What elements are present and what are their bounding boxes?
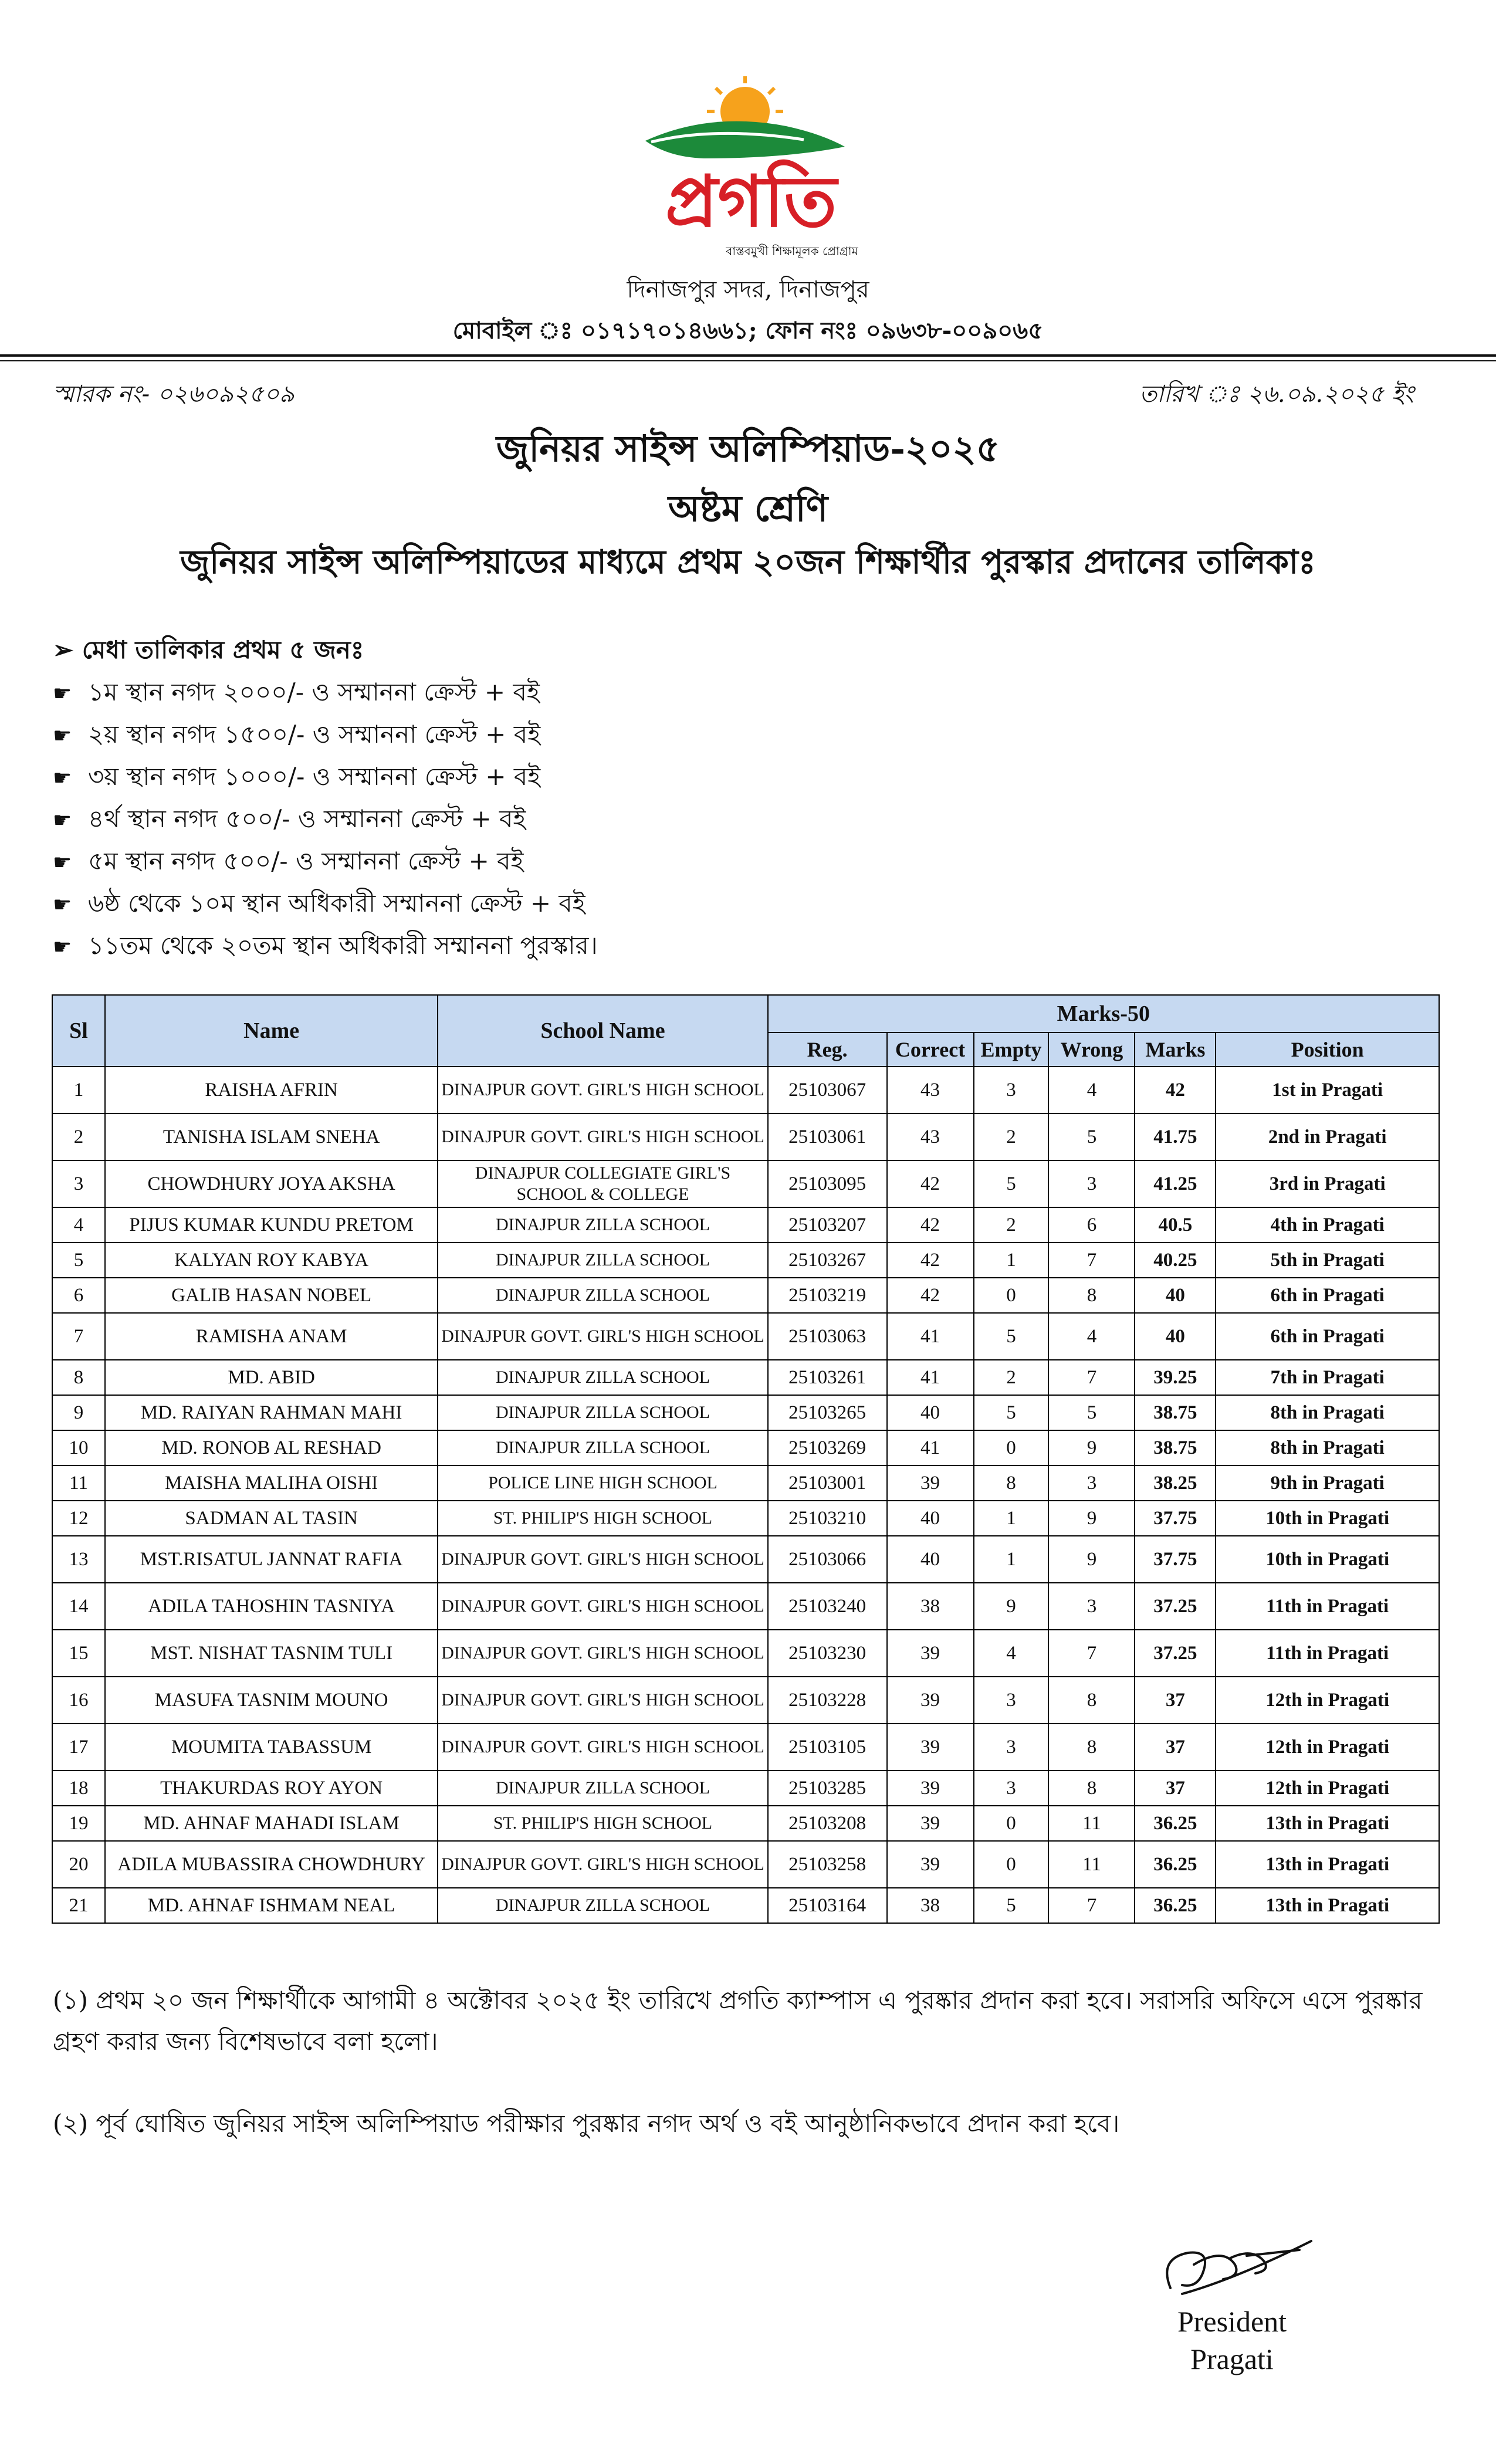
table-row <box>52 1360 1439 1395</box>
cell-school: DINAJPUR ZILLA SCHOOL <box>438 1430 767 1465</box>
cell-empty: 2 <box>974 1113 1049 1160</box>
document-date: তারিখ ঃ ২৬.০৯.২০২৫ ইং <box>1139 381 1414 408</box>
cell-correct: 39 <box>887 1630 974 1677</box>
cell-school: POLICE LINE HIGH SCHOOL <box>438 1465 767 1501</box>
cell-reg: 25103061 <box>768 1113 887 1160</box>
cell-marks: 36.25 <box>1135 1841 1216 1888</box>
cell-correct: 40 <box>887 1501 974 1536</box>
cell-position: 12th in Pragati <box>1216 1677 1439 1724</box>
cell-reg: 25103095 <box>768 1160 887 1207</box>
table-row <box>52 1771 1439 1806</box>
cell-marks: 41.25 <box>1135 1160 1216 1207</box>
pointing-hand-icon: ☛ <box>53 935 72 959</box>
cell-empty: 3 <box>974 1724 1049 1771</box>
cell-marks: 40.5 <box>1135 1207 1216 1243</box>
cell-correct: 41 <box>887 1360 974 1395</box>
cell-marks: 37 <box>1135 1771 1216 1806</box>
header-empty: Empty <box>974 1033 1049 1067</box>
cell-school: DINAJPUR ZILLA SCHOOL <box>438 1243 767 1278</box>
cell-reg: 25103001 <box>768 1465 887 1501</box>
cell-name: PIJUS KUMAR KUNDU PRETOM <box>105 1207 438 1243</box>
cell-sl: 12 <box>52 1501 105 1536</box>
cell-name: MAISHA MALIHA OISHI <box>105 1465 438 1501</box>
cell-marks: 41.75 <box>1135 1113 1216 1160</box>
cell-sl: 6 <box>52 1278 105 1313</box>
pointing-hand-icon: ☛ <box>53 808 72 832</box>
cell-reg: 25103164 <box>768 1888 887 1923</box>
cell-correct: 42 <box>887 1243 974 1278</box>
cell-wrong: 8 <box>1048 1677 1135 1724</box>
cell-marks: 40 <box>1135 1278 1216 1313</box>
table-row <box>52 1207 1439 1243</box>
cell-position: 13th in Pragati <box>1216 1841 1439 1888</box>
cell-correct: 43 <box>887 1113 974 1160</box>
table-row <box>52 1501 1439 1536</box>
cell-position: 5th in Pragati <box>1216 1243 1439 1278</box>
cell-correct: 41 <box>887 1313 974 1360</box>
cell-sl: 18 <box>52 1771 105 1806</box>
cell-empty: 1 <box>974 1536 1049 1583</box>
cell-position: 2nd in Pragati <box>1216 1113 1439 1160</box>
cell-wrong: 4 <box>1048 1067 1135 1113</box>
cell-correct: 40 <box>887 1395 974 1430</box>
prize-item: ☛ ১১তম থেকে ২০তম স্থান অধিকারী সম্মাননা পুরস্কার। <box>53 925 598 967</box>
table-row <box>52 1630 1439 1677</box>
cell-wrong: 3 <box>1048 1465 1135 1501</box>
cell-empty: 8 <box>974 1465 1049 1501</box>
cell-sl: 21 <box>52 1888 105 1923</box>
cell-school: ST. PHILIP'S HIGH SCHOOL <box>438 1806 767 1841</box>
cell-position: 10th in Pragati <box>1216 1501 1439 1536</box>
table-row <box>52 1243 1439 1278</box>
cell-sl: 20 <box>52 1841 105 1888</box>
cell-name: TANISHA ISLAM SNEHA <box>105 1113 438 1160</box>
cell-name: RAMISHA ANAM <box>105 1313 438 1360</box>
cell-correct: 41 <box>887 1430 974 1465</box>
cell-empty: 3 <box>974 1677 1049 1724</box>
cell-correct: 42 <box>887 1160 974 1207</box>
cell-wrong: 3 <box>1048 1160 1135 1207</box>
arrow-bullet-icon: ➢ <box>53 635 82 664</box>
cell-wrong: 7 <box>1048 1630 1135 1677</box>
cell-school: DINAJPUR GOVT. GIRL'S HIGH SCHOOL <box>438 1313 767 1360</box>
cell-correct: 42 <box>887 1278 974 1313</box>
table-row <box>52 1395 1439 1430</box>
table-row <box>52 1278 1439 1313</box>
cell-school: DINAJPUR ZILLA SCHOOL <box>438 1207 767 1243</box>
cell-reg: 25103063 <box>768 1313 887 1360</box>
cell-correct: 39 <box>887 1806 974 1841</box>
cell-correct: 38 <box>887 1583 974 1630</box>
pragati-logo <box>610 70 886 264</box>
cell-wrong: 4 <box>1048 1313 1135 1360</box>
cell-marks: 37.25 <box>1135 1630 1216 1677</box>
table-row <box>52 1313 1439 1360</box>
cell-reg: 25103207 <box>768 1207 887 1243</box>
cell-correct: 39 <box>887 1841 974 1888</box>
cell-school: DINAJPUR GOVT. GIRL'S HIGH SCHOOL <box>438 1677 767 1724</box>
header-divider <box>0 354 1496 357</box>
prize-item: ☛ ৬ষ্ঠ থেকে ১০ম স্থান অধিকারী সম্মাননা ক্রেস্ট + বই <box>53 883 598 925</box>
pointing-hand-icon: ☛ <box>53 682 72 706</box>
cell-name: SADMAN AL TASIN <box>105 1501 438 1536</box>
note-award-date: (১) প্রথম ২০ জন শিক্ষার্থীকে আগামী ৪ অক্টোবর ২০২৫ ইং তারিখে প্রগতি ক্যাম্পাস এ পুরষ্কার প্রদান করা হবে। সরাসরি অফিসে এসে পুরষ্কার গ্রহণ করার জন্য বিশেষভাবে বলা হলো। <box>53 1986 1423 2056</box>
cell-sl: 7 <box>52 1313 105 1360</box>
cell-sl: 16 <box>52 1677 105 1724</box>
cell-reg: 25103208 <box>768 1806 887 1841</box>
cell-sl: 19 <box>52 1806 105 1841</box>
results-table <box>52 994 1440 1924</box>
cell-wrong: 8 <box>1048 1724 1135 1771</box>
cell-empty: 1 <box>974 1501 1049 1536</box>
cell-position: 9th in Pragati <box>1216 1465 1439 1501</box>
cell-wrong: 9 <box>1048 1501 1135 1536</box>
cell-empty: 1 <box>974 1243 1049 1278</box>
cell-empty: 3 <box>974 1771 1049 1806</box>
cell-wrong: 11 <box>1048 1841 1135 1888</box>
cell-sl: 14 <box>52 1583 105 1630</box>
cell-school: DINAJPUR GOVT. GIRL'S HIGH SCHOOL <box>438 1630 767 1677</box>
class-title: অষ্টম শ্রেণি <box>668 487 828 530</box>
cell-reg: 25103258 <box>768 1841 887 1888</box>
cell-name: THAKURDAS ROY AYON <box>105 1771 438 1806</box>
logo-wordmark: প্রগতি <box>665 161 837 243</box>
cell-sl: 1 <box>52 1067 105 1113</box>
cell-empty: 2 <box>974 1360 1049 1395</box>
cell-empty: 0 <box>974 1806 1049 1841</box>
cell-empty: 0 <box>974 1278 1049 1313</box>
cell-wrong: 9 <box>1048 1430 1135 1465</box>
president-signature <box>1147 2223 1323 2311</box>
header-position: Position <box>1216 1033 1439 1067</box>
cell-name: MST.RISATUL JANNAT RAFIA <box>105 1536 438 1583</box>
cell-wrong: 11 <box>1048 1806 1135 1841</box>
cell-position: 1st in Pragati <box>1216 1067 1439 1113</box>
cell-school: DINAJPUR ZILLA SCHOOL <box>438 1395 767 1430</box>
cell-empty: 9 <box>974 1583 1049 1630</box>
cell-position: 7th in Pragati <box>1216 1360 1439 1395</box>
cell-marks: 37.75 <box>1135 1536 1216 1583</box>
cell-sl: 9 <box>52 1395 105 1430</box>
cell-wrong: 7 <box>1048 1888 1135 1923</box>
cell-marks: 36.25 <box>1135 1806 1216 1841</box>
cell-wrong: 8 <box>1048 1771 1135 1806</box>
cell-name: ADILA MUBASSIRA CHOWDHURY <box>105 1841 438 1888</box>
cell-correct: 43 <box>887 1067 974 1113</box>
cell-wrong: 3 <box>1048 1583 1135 1630</box>
cell-reg: 25103269 <box>768 1430 887 1465</box>
cell-marks: 40.25 <box>1135 1243 1216 1278</box>
cell-sl: 2 <box>52 1113 105 1160</box>
cell-correct: 40 <box>887 1536 974 1583</box>
table-row <box>52 1583 1439 1630</box>
cell-marks: 37.75 <box>1135 1501 1216 1536</box>
pointing-hand-icon: ☛ <box>53 851 72 875</box>
cell-school: DINAJPUR GOVT. GIRL'S HIGH SCHOOL <box>438 1841 767 1888</box>
cell-name: MD. RAIYAN RAHMAN MAHI <box>105 1395 438 1430</box>
header-reg: Reg. <box>768 1033 887 1067</box>
cell-empty: 3 <box>974 1067 1049 1113</box>
table-row <box>52 1160 1439 1207</box>
cell-wrong: 8 <box>1048 1278 1135 1313</box>
cell-empty: 4 <box>974 1630 1049 1677</box>
memo-number: স্মারক নং- ০২৬০৯২৫০৯ <box>53 381 295 408</box>
cell-sl: 3 <box>52 1160 105 1207</box>
cell-name: MD. RONOB AL RESHAD <box>105 1430 438 1465</box>
cell-correct: 38 <box>887 1888 974 1923</box>
cell-position: 8th in Pragati <box>1216 1430 1439 1465</box>
cell-position: 6th in Pragati <box>1216 1278 1439 1313</box>
cell-position: 11th in Pragati <box>1216 1583 1439 1630</box>
cell-reg: 25103285 <box>768 1771 887 1806</box>
cell-position: 10th in Pragati <box>1216 1536 1439 1583</box>
cell-position: 12th in Pragati <box>1216 1724 1439 1771</box>
cell-correct: 39 <box>887 1771 974 1806</box>
signer-org: Pragati <box>1190 2343 1274 2375</box>
header-divider-thin <box>0 360 1496 361</box>
cell-empty: 0 <box>974 1430 1049 1465</box>
merit-heading: ➢ মেধা তালিকার প্রথম ৫ জনঃ <box>53 635 364 664</box>
cell-reg: 25103067 <box>768 1067 887 1113</box>
cell-name: CHOWDHURY JOYA AKSHA <box>105 1160 438 1207</box>
cell-sl: 17 <box>52 1724 105 1771</box>
table-row <box>52 1677 1439 1724</box>
cell-wrong: 5 <box>1048 1395 1135 1430</box>
cell-sl: 8 <box>52 1360 105 1395</box>
cell-name: RAISHA AFRIN <box>105 1067 438 1113</box>
cell-position: 12th in Pragati <box>1216 1771 1439 1806</box>
header-correct: Correct <box>887 1033 974 1067</box>
table-row <box>52 1806 1439 1841</box>
cell-sl: 13 <box>52 1536 105 1583</box>
cell-wrong: 6 <box>1048 1207 1135 1243</box>
org-contact: মোবাইল ঃ ০১৭১৭০১৪৬৬১; ফোন নংঃ ০৯৬৩৮-০০৯০৬৫ <box>452 317 1044 344</box>
cell-marks: 37 <box>1135 1677 1216 1724</box>
pointing-hand-icon: ☛ <box>53 724 72 748</box>
cell-wrong: 5 <box>1048 1113 1135 1160</box>
pointing-hand-icon: ☛ <box>53 766 72 790</box>
cell-marks: 39.25 <box>1135 1360 1216 1395</box>
cell-reg: 25103240 <box>768 1583 887 1630</box>
logo-tagline: বাস্তবমুখী শিক্ষামূলক প্রোগ্রাম <box>726 244 858 258</box>
cell-reg: 25103210 <box>768 1501 887 1536</box>
cell-correct: 39 <box>887 1465 974 1501</box>
cell-school: DINAJPUR ZILLA SCHOOL <box>438 1888 767 1923</box>
cell-correct: 39 <box>887 1677 974 1724</box>
cell-school: DINAJPUR GOVT. GIRL'S HIGH SCHOOL <box>438 1113 767 1160</box>
cell-marks: 38.75 <box>1135 1430 1216 1465</box>
prize-item: ☛ ১ম স্থান নগদ ২০০০/- ও সম্মাননা ক্রেস্ট + বই <box>53 672 598 714</box>
table-row <box>52 1113 1439 1160</box>
document-title: জুনিয়র সাইন্স অলিম্পিয়াড-২০২৫ <box>496 427 1000 470</box>
table-row <box>52 1888 1439 1923</box>
cell-school: DINAJPUR ZILLA SCHOOL <box>438 1360 767 1395</box>
cell-reg: 25103219 <box>768 1278 887 1313</box>
cell-name: MST. NISHAT TASNIM TULI <box>105 1630 438 1677</box>
cell-school: DINAJPUR COLLEGIATE GIRL'S SCHOOL & COLLEGE <box>438 1160 767 1207</box>
cell-name: GALIB HASAN NOBEL <box>105 1278 438 1313</box>
cell-school: DINAJPUR ZILLA SCHOOL <box>438 1771 767 1806</box>
header-name: Name <box>105 995 438 1067</box>
cell-sl: 10 <box>52 1430 105 1465</box>
cell-reg: 25103230 <box>768 1630 887 1677</box>
cell-correct: 39 <box>887 1724 974 1771</box>
cell-marks: 37.25 <box>1135 1583 1216 1630</box>
cell-position: 13th in Pragati <box>1216 1888 1439 1923</box>
cell-empty: 5 <box>974 1160 1049 1207</box>
table-row <box>52 1536 1439 1583</box>
cell-marks: 38.75 <box>1135 1395 1216 1430</box>
cell-reg: 25103267 <box>768 1243 887 1278</box>
cell-empty: 0 <box>974 1841 1049 1888</box>
cell-wrong: 7 <box>1048 1360 1135 1395</box>
header-wrong: Wrong <box>1048 1033 1135 1067</box>
cell-reg: 25103265 <box>768 1395 887 1430</box>
table-row <box>52 1724 1439 1771</box>
header-sl: Sl <box>52 995 105 1067</box>
cell-name: MD. AHNAF MAHADI ISLAM <box>105 1806 438 1841</box>
org-address: দিনাজপুর সদর, দিনাজপুর <box>627 276 869 303</box>
header-marks: Marks <box>1135 1033 1216 1067</box>
cell-school: DINAJPUR ZILLA SCHOOL <box>438 1278 767 1313</box>
cell-sl: 5 <box>52 1243 105 1278</box>
cell-wrong: 7 <box>1048 1243 1135 1278</box>
cell-marks: 38.25 <box>1135 1465 1216 1501</box>
cell-sl: 11 <box>52 1465 105 1501</box>
cell-marks: 40 <box>1135 1313 1216 1360</box>
list-title: জুনিয়র সাইন্স অলিম্পিয়াডের মাধ্যমে প্রথম ২০জন শিক্ষার্থীর পুরস্কার প্রদানের তালিকাঃ <box>180 543 1316 581</box>
cell-name: MOUMITA TABASSUM <box>105 1724 438 1771</box>
cell-name: MD. ABID <box>105 1360 438 1395</box>
pointing-hand-icon: ☛ <box>53 893 72 917</box>
cell-sl: 4 <box>52 1207 105 1243</box>
prize-item: ☛ ৩য় স্থান নগদ ১০০০/- ও সম্মাননা ক্রেস্ট + বই <box>53 756 598 798</box>
cell-reg: 25103261 <box>768 1360 887 1395</box>
cell-reg: 25103105 <box>768 1724 887 1771</box>
note-award-ceremony: (২) পূর্ব ঘোষিত জুনিয়র সাইন্স অলিম্পিয়াড পরীক্ষার পুরষ্কার নগদ অর্থ ও বই আনুষ্ঠানিকভাবে প্রদান করা হবে। <box>53 2109 1120 2138</box>
prize-item: ☛ ৪র্থ স্থান নগদ ৫০০/- ও সম্মাননা ক্রেস্ট + বই <box>53 798 598 841</box>
cell-empty: 5 <box>974 1395 1049 1430</box>
cell-school: DINAJPUR GOVT. GIRL'S HIGH SCHOOL <box>438 1536 767 1583</box>
signature-block <box>1115 2303 1349 2378</box>
cell-school: DINAJPUR GOVT. GIRL'S HIGH SCHOOL <box>438 1724 767 1771</box>
cell-position: 13th in Pragati <box>1216 1806 1439 1841</box>
cell-reg: 25103228 <box>768 1677 887 1724</box>
cell-name: ADILA TAHOSHIN TASNIYA <box>105 1583 438 1630</box>
cell-marks: 42 <box>1135 1067 1216 1113</box>
cell-name: MD. AHNAF ISHMAM NEAL <box>105 1888 438 1923</box>
cell-reg: 25103066 <box>768 1536 887 1583</box>
cell-empty: 2 <box>974 1207 1049 1243</box>
prize-list <box>53 672 598 967</box>
cell-name: MASUFA TASNIM MOUNO <box>105 1677 438 1724</box>
cell-position: 8th in Pragati <box>1216 1395 1439 1430</box>
cell-school: DINAJPUR GOVT. GIRL'S HIGH SCHOOL <box>438 1583 767 1630</box>
table-row <box>52 1067 1439 1113</box>
table-row <box>52 1841 1439 1888</box>
cell-position: 4th in Pragati <box>1216 1207 1439 1243</box>
cell-correct: 42 <box>887 1207 974 1243</box>
logo-hill-icon <box>645 121 845 158</box>
cell-position: 3rd in Pragati <box>1216 1160 1439 1207</box>
header-marks-group: Marks-50 <box>768 995 1439 1033</box>
table-row <box>52 1430 1439 1465</box>
cell-wrong: 9 <box>1048 1536 1135 1583</box>
cell-empty: 5 <box>974 1888 1049 1923</box>
cell-school: ST. PHILIP'S HIGH SCHOOL <box>438 1501 767 1536</box>
prize-item: ☛ ২য় স্থান নগদ ১৫০০/- ও সম্মাননা ক্রেস্ট + বই <box>53 714 598 756</box>
cell-name: KALYAN ROY KABYA <box>105 1243 438 1278</box>
prize-item: ☛ ৫ম স্থান নগদ ৫০০/- ও সম্মাননা ক্রেস্ট + বই <box>53 841 598 883</box>
header-school: School Name <box>438 995 767 1067</box>
cell-position: 6th in Pragati <box>1216 1313 1439 1360</box>
cell-marks: 36.25 <box>1135 1888 1216 1923</box>
cell-position: 11th in Pragati <box>1216 1630 1439 1677</box>
cell-sl: 15 <box>52 1630 105 1677</box>
cell-school: DINAJPUR GOVT. GIRL'S HIGH SCHOOL <box>438 1067 767 1113</box>
cell-marks: 37 <box>1135 1724 1216 1771</box>
signer-title: President <box>1177 2305 1287 2338</box>
cell-empty: 5 <box>974 1313 1049 1360</box>
table-row <box>52 1465 1439 1501</box>
